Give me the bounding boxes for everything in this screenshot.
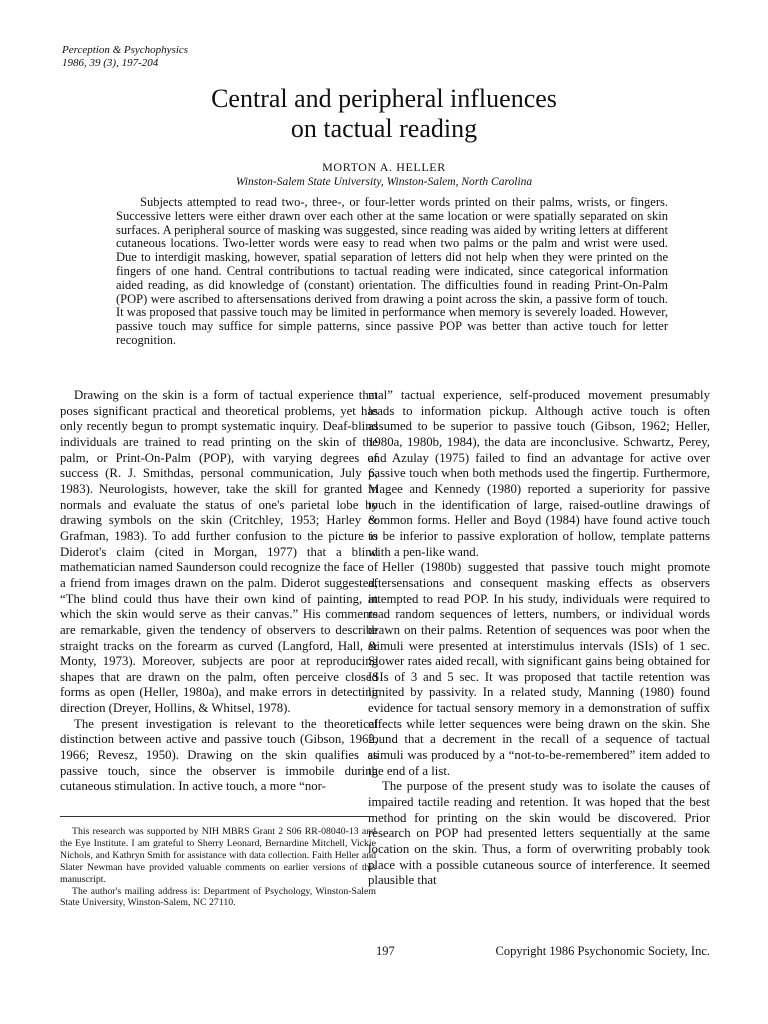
page-number: 197 — [376, 944, 395, 958]
copyright-notice: Copyright 1986 Psychonomic Society, Inc. — [495, 944, 710, 958]
title-line-1: Central and peripheral influences — [211, 84, 557, 113]
body-column-right — [368, 388, 710, 889]
body-paragraph: Heller (1980b) suggested that passive touch might promote aftersensations and consequent masking effects as observers attempted to read POP. In his study, individuals were required to read random sequences of letters, numbers, or individual words drawn on their palms. Retention of sequences was poor when the stimuli were presented at interstimulus intervals (ISIs) of 1 sec. Slower rates aided recall, with significant gains being obtained for ISIs of 3 and 5 sec. It was proposed that tactile retention was limited by passivity. In a related study, Manning (1980) found evidence for tactual sensory memory in a demonstration of suffix effects while letter sequences were being drawn on the skin. She found that a decrement in the recall of a sequence of tactual stimuli was produced by a “not-to-be-remembered” item added to the end of a list. — [368, 560, 710, 778]
abstract: Subjects attempted to read two-, three-, or four-letter words printed on their palms, wrists, or fingers. Successive letters were either drawn over each other at the same location or were spatially separated on skin surfaces. A peripheral source of masking was suggested, since reading was aided by writing letters at different cutaneous locations. Two-letter words were easy to read when two palms or the palm and wrist were used. Due to interdigit masking, however, spatial separation of letters did not help when they were printed on the fingers of one hand. Central contributions to tactual reading were indicated, since categorical information aided reading, as did knowledge of (constant) orientation. The difficulties found in reading Print-On-Palm (POP) were ascribed to aftersensations derived from drawing a point across the skin, a passive form of touch. It was proposed that passive touch may be limited in performance when memory is severely loaded. However, passive touch may suffice for simple patterns, since passive POP was better than active touch for letter recognition. — [116, 195, 668, 347]
author-name: MORTON A. HELLER — [322, 160, 446, 174]
body-paragraph: The present investigation is relevant to the theoretical distinction between active and passive touch (Gibson, 1962, 1966; Revesz, 1950). Drawing on the skin qualifies as passive touch, since the observer is immobile during cutaneous stimulation. In active touch, a more “nor- — [60, 716, 378, 794]
article-title — [0, 84, 768, 144]
footnote-funding: This research was supported by NIH MBRS Grant 2 S06 RR-08040-13 and the Eye Institute. I am grateful to Sherry Leonard, Bernardine Mitchell, Vickie Nichols, and Kathryn Smith for assistance with data collection. Faith Heller and Slater Newman have provided valuable comments on earlier versions of this manuscript. — [60, 826, 376, 885]
footnotes — [60, 826, 376, 909]
title-line-2: on tactual reading — [290, 114, 478, 143]
footnote-address: The author's mailing address is: Department of Psychology, Winston-Salem State University, Winston-Salem, NC 27110. — [60, 885, 376, 909]
body-column-left — [60, 388, 378, 795]
body-paragraph: Drawing on the skin is a form of tactual experience that poses significant practical and theoretical problems, yet has only recently begun to prompt systematic inquiry. Deaf-blind individuals are trained to read printing on the skin of the palm, or Print-On-Palm (POP), with varying degrees of success (R. J. Smithdas, personal communication, July 6, 1983). Neurologists, however, take the skill for granted in normals and evaluate the status of one's parietal lobe by drawing symbols on the skin (Critchley, 1953; Harley & Grafman, 1983). To add further confusion to the picture is Diderot's claim (cited in Morgan, 1977) that a blind mathematician named Saunderson could recognize the face of a friend from images drawn on the palm. Diderot suggested, “The blind could thus have their own kind of painting, in which the skin would serve as their canvas.” His comments are remarkable, given the tendency of observers to describe straight tracks on the forearm as curved (Langford, Hall, & Monty, 1973). Moreover, subjects are poor at reproducing shapes that are drawn on the palm, often perceive closed forms as open (Heller, 1980a), and make errors in detecting direction (Dreyer, Hollins, & Whitsel, 1978). — [60, 388, 378, 716]
body-paragraph: mal” tactual experience, self-produced movement presumably leads to information pickup. Although active touch is often assumed to be superior to passive touch (Gibson, 1962; Heller, 1980a, 1980b, 1984), the data are inconclusive. Schwartz, Perey, and Azulay (1975) failed to find an advantage for active over passive touch when both methods used the fingertip. Furthermore, Magee and Kennedy (1980) reported a superiority for passive touch in the identification of large, raised-outline drawings of common forms. Heller and Boyd (1984) have found active touch to be inferior to passive exploration of hollow, template patterns with a pen-like wand. — [368, 388, 710, 559]
footnote-divider — [60, 816, 374, 817]
journal-name: Perception & Psychophysics — [62, 44, 189, 56]
body-paragraph: The purpose of the present study was to isolate the causes of impaired tactile reading and retention. It was hoped that the best method for printing on the skin would be discovered. Prior research on POP had presented letters sequentially at the same location on the skin. Thus, a form of overwriting probably took place with a possible cutaneous source of interference. It seemed plausible that — [368, 779, 710, 888]
author-affiliation: Winston-Salem State University, Winston-Salem, North Carolina — [235, 176, 533, 188]
journal-header — [62, 44, 188, 70]
journal-citation: 1986, 39 (3), 197-204 — [62, 57, 159, 69]
